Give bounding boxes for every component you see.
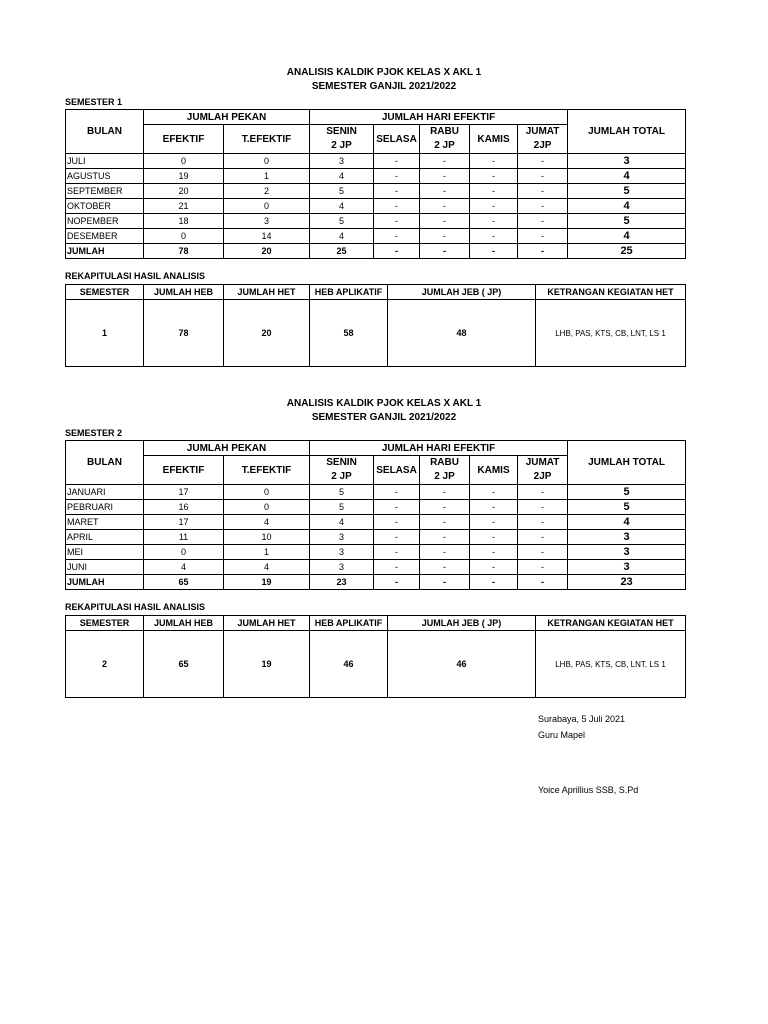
recap-header-cell: JUMLAH JEB ( JP) — [388, 616, 536, 631]
value-cell: 14 — [224, 229, 310, 244]
value-cell: - — [518, 229, 568, 244]
value-cell: 4 — [224, 560, 310, 575]
value-cell: 4 — [310, 199, 374, 214]
month-cell: JUMLAH — [66, 575, 144, 590]
month-row — [66, 485, 686, 500]
report-title: ANALISIS KALDIK PJOK KELAS X AKL 1 — [286, 398, 482, 409]
value-cell: 0 — [224, 485, 310, 500]
header-jumat-jp: 2JP — [518, 139, 568, 154]
kaldik-table-semester-2 — [65, 440, 686, 590]
header-jumlah-hari-efektif: JUMLAH HARI EFEKTIF — [310, 441, 568, 456]
header-senin: SENIN — [310, 125, 374, 139]
month-row — [66, 560, 686, 575]
value-cell: 25 — [568, 244, 686, 259]
recap-table-semester-1 — [65, 284, 686, 367]
recap-value-cell: 46 — [310, 631, 388, 698]
recap-label: REKAPITULASI HASIL ANALISIS — [65, 271, 206, 281]
header-jumat: JUMAT — [518, 456, 568, 470]
value-cell: - — [420, 515, 470, 530]
recap-value-cell: LHB, PAS, KTS, CB, LNT, LS 1 — [536, 631, 686, 698]
value-cell: 5 — [568, 184, 686, 199]
month-cell: MARET — [66, 515, 144, 530]
report-subtitle: SEMESTER GANJIL 2021/2022 — [311, 81, 457, 92]
value-cell: - — [374, 560, 420, 575]
value-cell: 4 — [568, 229, 686, 244]
value-cell: 0 — [224, 500, 310, 515]
recap-value-row — [66, 300, 686, 367]
header-rabu-jp: 2 JP — [420, 470, 470, 485]
value-cell: 16 — [144, 500, 224, 515]
header-jumlah-pekan: JUMLAH PEKAN — [144, 110, 310, 125]
value-cell: 2 — [224, 184, 310, 199]
value-cell: - — [470, 169, 518, 184]
signature-name: Yoice Aprillius SSB, S.Pd — [538, 785, 639, 795]
value-cell: 23 — [568, 575, 686, 590]
value-cell: - — [374, 515, 420, 530]
recap-value-cell: 46 — [388, 631, 536, 698]
value-cell: 5 — [310, 500, 374, 515]
value-cell: - — [470, 199, 518, 214]
header-efektif: EFEKTIF — [144, 125, 224, 154]
month-row — [66, 545, 686, 560]
value-cell: - — [470, 214, 518, 229]
value-cell: 19 — [224, 575, 310, 590]
value-cell: - — [374, 545, 420, 560]
header-selasa: SELASA — [374, 125, 420, 154]
value-cell: 0 — [224, 199, 310, 214]
value-cell: - — [374, 500, 420, 515]
kaldik-table-semester-1 — [65, 109, 686, 259]
value-cell: - — [518, 154, 568, 169]
value-cell: - — [420, 154, 470, 169]
value-cell: - — [518, 214, 568, 229]
header-senin-jp: 2 JP — [310, 470, 374, 485]
recap-value-row — [66, 631, 686, 698]
value-cell: - — [374, 169, 420, 184]
value-cell: 0 — [144, 229, 224, 244]
month-row — [66, 154, 686, 169]
value-cell: 4 — [568, 169, 686, 184]
value-cell: 3 — [310, 530, 374, 545]
value-cell: - — [518, 485, 568, 500]
value-cell: - — [518, 575, 568, 590]
month-cell: JUNI — [66, 560, 144, 575]
recap-header-cell: JUMLAH HEB — [144, 285, 224, 300]
value-cell: 19 — [144, 169, 224, 184]
recap-header-cell: JUMLAH JEB ( JP) — [388, 285, 536, 300]
month-row — [66, 199, 686, 214]
value-cell: 3 — [568, 560, 686, 575]
value-cell: - — [518, 169, 568, 184]
header-rabu: RABU — [420, 125, 470, 139]
value-cell: - — [374, 530, 420, 545]
value-cell: - — [374, 244, 420, 259]
value-cell: 3 — [568, 154, 686, 169]
value-cell: 17 — [144, 485, 224, 500]
recap-header-cell: SEMESTER — [66, 616, 144, 631]
value-cell: - — [420, 214, 470, 229]
month-cell: JUMLAH — [66, 244, 144, 259]
value-cell: - — [374, 199, 420, 214]
month-row — [66, 184, 686, 199]
value-cell: - — [470, 154, 518, 169]
value-cell: 18 — [144, 214, 224, 229]
month-row — [66, 515, 686, 530]
month-cell: PEBRUARI — [66, 500, 144, 515]
sum-row — [66, 575, 686, 590]
value-cell: 4 — [144, 560, 224, 575]
value-cell: - — [518, 500, 568, 515]
month-cell: JANUARI — [66, 485, 144, 500]
value-cell: - — [420, 184, 470, 199]
value-cell: 17 — [144, 515, 224, 530]
value-cell: 78 — [144, 244, 224, 259]
value-cell: - — [518, 530, 568, 545]
recap-value-cell: 20 — [224, 300, 310, 367]
value-cell: 1 — [224, 545, 310, 560]
value-cell: 4 — [310, 229, 374, 244]
value-cell: - — [470, 244, 518, 259]
value-cell: 0 — [144, 545, 224, 560]
recap-table-semester-2 — [65, 615, 686, 698]
recap-header-cell: JUMLAH HET — [224, 285, 310, 300]
recap-value-cell: 65 — [144, 631, 224, 698]
value-cell: - — [420, 169, 470, 184]
value-cell: - — [518, 184, 568, 199]
month-cell: AGUSTUS — [66, 169, 144, 184]
header-bulan: BULAN — [66, 441, 144, 485]
value-cell: - — [470, 530, 518, 545]
semester-label: SEMESTER 1 — [65, 97, 123, 107]
header-jumlah-pekan: JUMLAH PEKAN — [144, 441, 310, 456]
value-cell: 1 — [224, 169, 310, 184]
value-cell: - — [518, 515, 568, 530]
value-cell: 3 — [310, 154, 374, 169]
value-cell: - — [470, 500, 518, 515]
value-cell: 4 — [568, 515, 686, 530]
value-cell: 3 — [568, 545, 686, 560]
month-row — [66, 229, 686, 244]
value-cell: 65 — [144, 575, 224, 590]
value-cell: - — [420, 530, 470, 545]
value-cell: - — [374, 575, 420, 590]
value-cell: - — [518, 545, 568, 560]
value-cell: 5 — [310, 485, 374, 500]
recap-header-cell: HEB APLIKATIF — [310, 616, 388, 631]
month-cell: NOPEMBER — [66, 214, 144, 229]
month-cell: DESEMBER — [66, 229, 144, 244]
header-jumlah-total: JUMLAH TOTAL — [568, 441, 686, 485]
table-body — [66, 485, 686, 590]
recap-value-cell: 19 — [224, 631, 310, 698]
header-selasa: SELASA — [374, 456, 420, 485]
value-cell: - — [420, 500, 470, 515]
header-rabu-jp: 2 JP — [420, 139, 470, 154]
header-jumat: JUMAT — [518, 125, 568, 139]
value-cell: - — [470, 545, 518, 560]
recap-value-cell: LHB, PAS, KTS, CB, LNT, LS 1 — [536, 300, 686, 367]
header-t-efektif: T.EFEKTIF — [224, 125, 310, 154]
recap-header-row — [66, 285, 686, 300]
value-cell: 0 — [224, 154, 310, 169]
value-cell: 20 — [224, 244, 310, 259]
recap-header-cell: JUMLAH HEB — [144, 616, 224, 631]
value-cell: - — [374, 229, 420, 244]
month-row — [66, 214, 686, 229]
header-efektif: EFEKTIF — [144, 456, 224, 485]
month-cell: SEPTEMBER — [66, 184, 144, 199]
value-cell: 11 — [144, 530, 224, 545]
report-title: ANALISIS KALDIK PJOK KELAS X AKL 1 — [286, 67, 482, 78]
value-cell: - — [420, 244, 470, 259]
value-cell: - — [420, 199, 470, 214]
value-cell: - — [470, 515, 518, 530]
value-cell: - — [374, 214, 420, 229]
semester-label: SEMESTER 2 — [65, 428, 123, 438]
value-cell: - — [420, 575, 470, 590]
value-cell: 4 — [310, 169, 374, 184]
recap-header-cell: SEMESTER — [66, 285, 144, 300]
value-cell: 21 — [144, 199, 224, 214]
value-cell: - — [374, 485, 420, 500]
value-cell: 23 — [310, 575, 374, 590]
header-bulan: BULAN — [66, 110, 144, 154]
month-row — [66, 530, 686, 545]
value-cell: - — [518, 560, 568, 575]
month-cell: MEI — [66, 545, 144, 560]
recap-header-cell: HEB APLIKATIF — [310, 285, 388, 300]
recap-header-row — [66, 616, 686, 631]
report-subtitle: SEMESTER GANJIL 2021/2022 — [311, 412, 457, 423]
value-cell: 5 — [568, 485, 686, 500]
recap-value-cell: 1 — [66, 300, 144, 367]
header-kamis: KAMIS — [470, 125, 518, 154]
month-cell: OKTOBER — [66, 199, 144, 214]
signature-role: Guru Mapel — [538, 730, 586, 740]
value-cell: - — [470, 184, 518, 199]
recap-value-cell: 78 — [144, 300, 224, 367]
recap-header-cell: KETRANGAN KEGIATAN HET — [536, 285, 686, 300]
value-cell: - — [420, 560, 470, 575]
value-cell: - — [470, 575, 518, 590]
value-cell: 3 — [224, 214, 310, 229]
value-cell: - — [470, 560, 518, 575]
value-cell: 10 — [224, 530, 310, 545]
month-cell: APRIL — [66, 530, 144, 545]
value-cell: - — [374, 154, 420, 169]
header-jumat-jp: 2JP — [518, 470, 568, 485]
value-cell: - — [420, 485, 470, 500]
value-cell: 3 — [568, 530, 686, 545]
recap-value-cell: 58 — [310, 300, 388, 367]
value-cell: - — [420, 229, 470, 244]
value-cell: 3 — [310, 560, 374, 575]
header-senin-jp: 2 JP — [310, 139, 374, 154]
value-cell: 5 — [310, 214, 374, 229]
header-jumlah-total: JUMLAH TOTAL — [568, 110, 686, 154]
value-cell: 5 — [568, 500, 686, 515]
value-cell: - — [518, 244, 568, 259]
value-cell: - — [470, 229, 518, 244]
table-body — [66, 154, 686, 259]
recap-label: REKAPITULASI HASIL ANALISIS — [65, 602, 206, 612]
value-cell: 4 — [568, 199, 686, 214]
sum-row — [66, 244, 686, 259]
value-cell: - — [374, 184, 420, 199]
value-cell: 5 — [568, 214, 686, 229]
month-row — [66, 500, 686, 515]
header-rabu: RABU — [420, 456, 470, 470]
recap-header-cell: KETRANGAN KEGIATAN HET — [536, 616, 686, 631]
value-cell: 3 — [310, 545, 374, 560]
month-row — [66, 169, 686, 184]
value-cell: - — [518, 199, 568, 214]
value-cell: - — [420, 545, 470, 560]
header-kamis: KAMIS — [470, 456, 518, 485]
header-t-efektif: T.EFEKTIF — [224, 456, 310, 485]
value-cell: 4 — [310, 515, 374, 530]
month-cell: JULI — [66, 154, 144, 169]
value-cell: 25 — [310, 244, 374, 259]
header-jumlah-hari-efektif: JUMLAH HARI EFEKTIF — [310, 110, 568, 125]
recap-header-cell: JUMLAH HET — [224, 616, 310, 631]
value-cell: 0 — [144, 154, 224, 169]
value-cell: 5 — [310, 184, 374, 199]
header-senin: SENIN — [310, 456, 374, 470]
value-cell: - — [470, 485, 518, 500]
value-cell: 4 — [224, 515, 310, 530]
recap-value-cell: 48 — [388, 300, 536, 367]
signature-place-date: Surabaya, 5 Juli 2021 — [538, 714, 626, 724]
value-cell: 20 — [144, 184, 224, 199]
recap-value-cell: 2 — [66, 631, 144, 698]
